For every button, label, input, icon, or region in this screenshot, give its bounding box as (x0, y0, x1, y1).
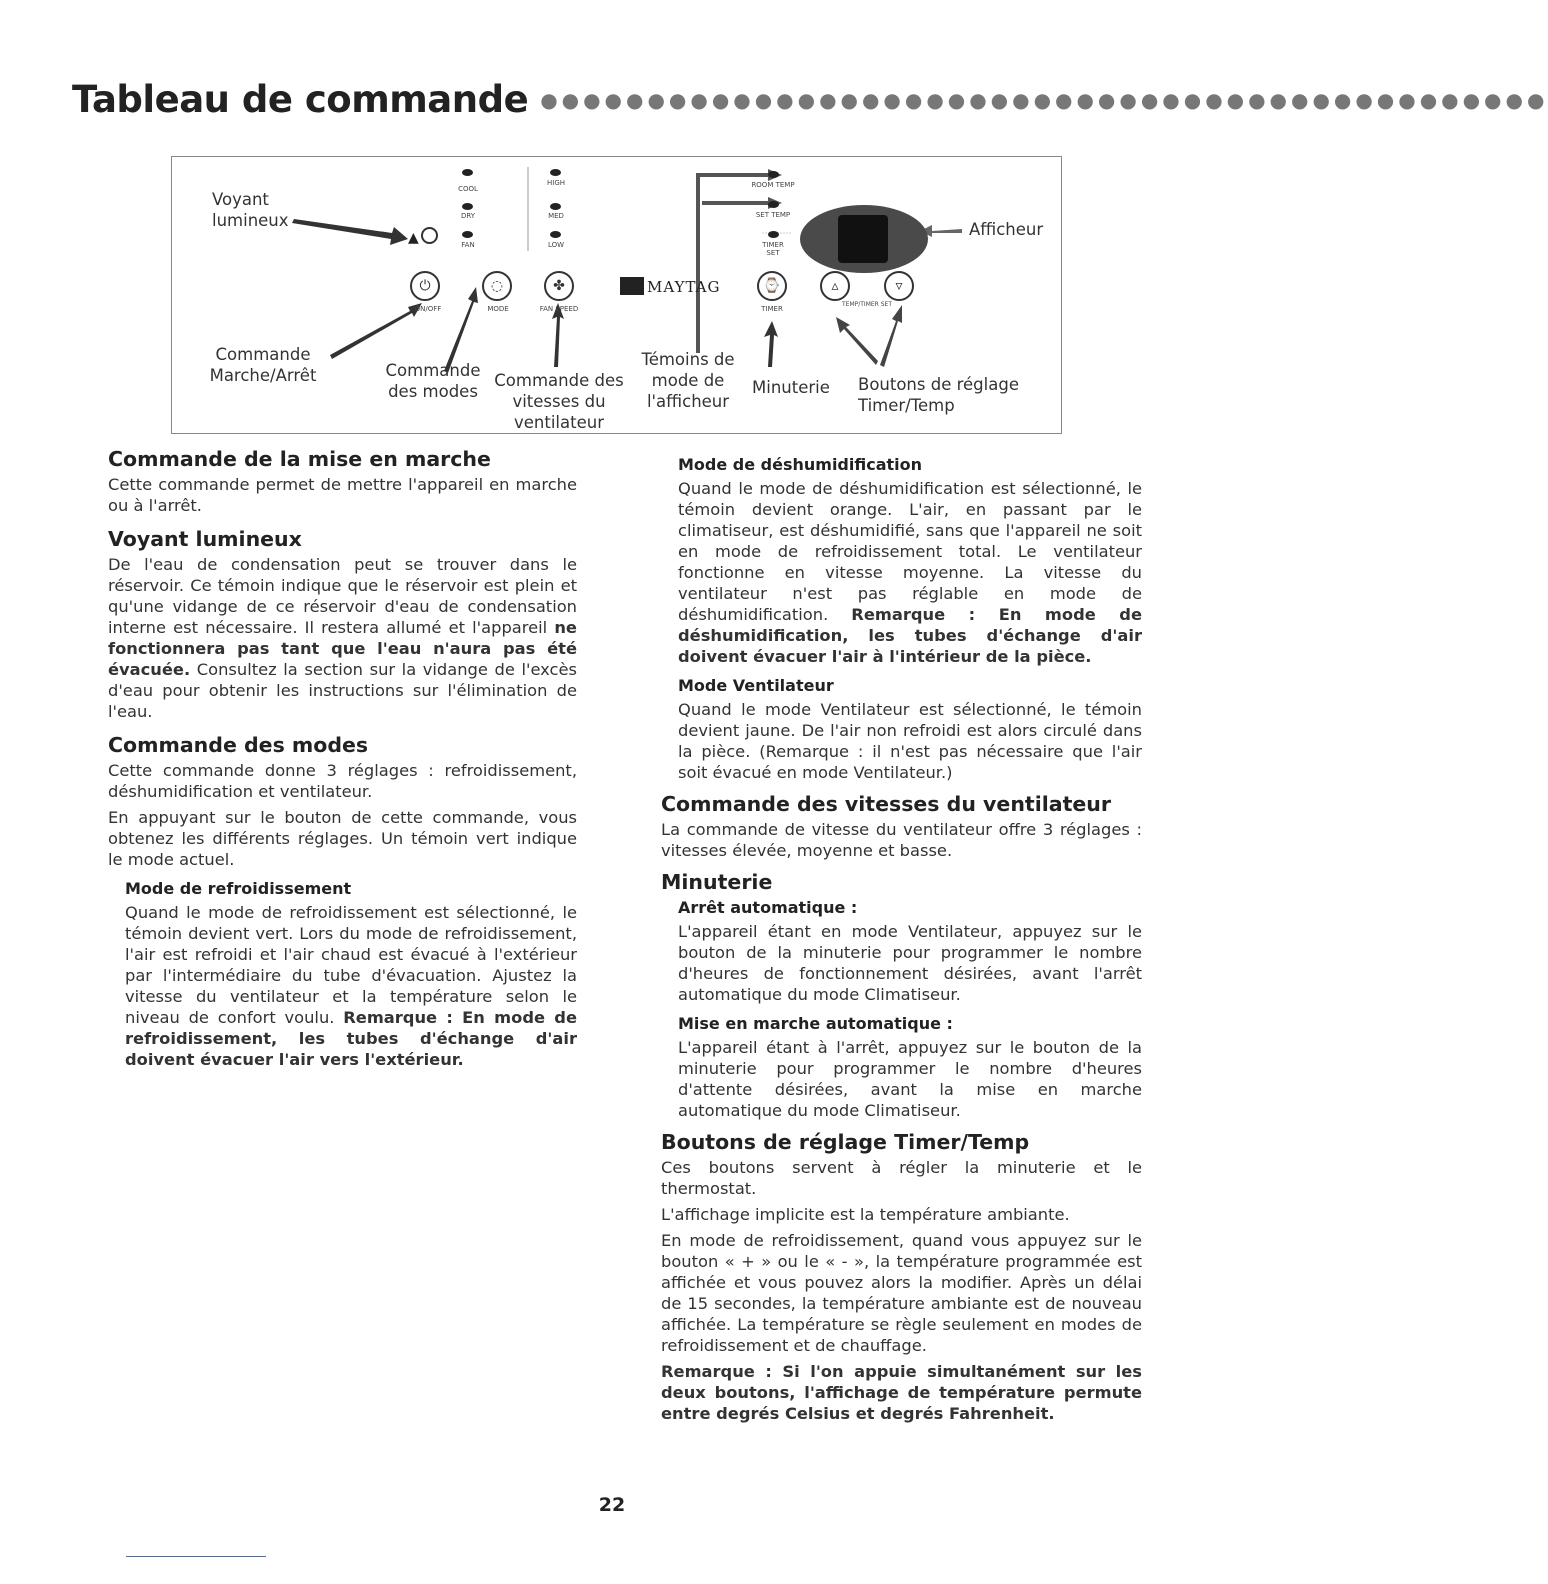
fanspeed-button-label: FAN SPEED (539, 305, 579, 313)
mode-button-label: MODE (487, 305, 509, 313)
led-room-temp (768, 171, 779, 178)
arrow-reglage-right (880, 305, 902, 367)
page-number: 22 (598, 1494, 626, 1516)
label-marche-arret: Commande Marche/Arrêt (209, 345, 317, 385)
section-text-vitesses: La commande de vitesse du ventilateur offre 3 réglages : vitesses élevée, moyenne et basse. (661, 820, 1142, 860)
subsection-text-arret-auto: L'appareil étant en mode Ventilateur, appuyez sur le bouton de la minuterie pour programmer le nombre d'heures de fonctionnement désirées, avant l'arrêt automatique du mode Climatiseur. (678, 922, 1142, 1004)
onoff-button[interactable]: ⏻ (410, 271, 440, 301)
temp-up-button[interactable]: ▵ (820, 271, 850, 301)
brand-name: MAYTAG (647, 278, 721, 296)
led-cool (462, 169, 473, 176)
subsection-title-arret-auto: Arrêt automatique : (678, 898, 858, 917)
label-modes: Commande des modes (385, 361, 481, 401)
timer-button[interactable]: ⌚ (757, 271, 787, 301)
title-dot-leader: ●●●●●●●●●●●●●●●●●●●●●●●●●●●●●●●●●●●●●●●●●●●●●●● (540, 87, 1548, 112)
section-text-mise-en-marche: Cette commande permet de mettre l'appareil en marche ou à l'arrêt. (108, 475, 577, 515)
led-label-cool: COOL (458, 185, 478, 193)
led-label-timer-set: TIMER SET (762, 241, 784, 257)
page-header (72, 78, 1548, 138)
arrow-minuterie (764, 321, 778, 367)
led-label-set-temp: SET TEMP (755, 211, 791, 219)
led-label-dry: DRY (460, 212, 476, 220)
label-temoins: Témoins de mode de l'afficheur (641, 350, 735, 411)
subsection-title-marche-auto: Mise en marche automatique : (678, 1014, 953, 1033)
subsection-text-refroidissement: Quand le mode de refroidissement est sélectionné, le témoin devient vert. Lors du mode de refroidissement, l'air est refroidi et l'air chaud est évacué à l'extérieur par l'intermédiaire du tube d'évacuation. Ajustez la vitesse du ventilateur et la température selon le niveau de confort voulu. Remarque : En mode de refroidissement, les tubes d'échange d'air doivent évacuer l'air vers l'extérieur. (125, 903, 577, 1069)
section-title-reglage: Boutons de réglage Timer/Temp (661, 1130, 1030, 1154)
section-text-modes-2: En appuyant sur le bouton de cette commande, vous obtenez les différents réglages. Un témoin vert indique le mode actuel. (108, 808, 577, 869)
led-low (550, 231, 561, 238)
label-afficheur: Afficheur (969, 220, 1044, 239)
fanspeed-button[interactable]: ✤ (544, 271, 574, 301)
footer-rule (126, 1556, 266, 1557)
label-minuterie: Minuterie (752, 378, 830, 397)
led-label-high: HIGH (546, 179, 566, 187)
arrow-reglage-left (836, 317, 878, 365)
temp-down-button[interactable]: ▿ (884, 271, 914, 301)
section-title-vitesses: Commande des vitesses du ventilateur (661, 792, 1112, 816)
subsection-text-ventilateur: Quand le mode Ventilateur est sélectionné, le témoin devient jaune. De l'air non refroidi est alors circulé dans la pièce. (Remarque : il n'est pas nécessaire que l'air soit évacué en mode Ventilateur.) (678, 700, 1142, 782)
led-set-temp (768, 201, 779, 208)
section-title-modes: Commande des modes (108, 733, 369, 757)
section-text-voyant: De l'eau de condensation peut se trouver dans le réservoir. Ce témoin indique que le réservoir est plein et qu'une vidange de ce réservoir d'eau de condensation interne est nécessaire. Il restera allumé et l'appareil ne fonctionnera pas tant que l'eau n'aura pas été évacuée. Consultez la section sur la vidange de l'excès d'eau pour obtenir les instructions sur l'élimination de l'eau. (108, 555, 577, 721)
section-title-minuterie: Minuterie (661, 870, 773, 894)
left-column (108, 446, 577, 1075)
subsection-text-marche-auto: L'appareil étant à l'arrêt, appuyez sur le bouton de la minuterie pour programmer le nombre d'heures d'attente désirées, avant la mise en marche automatique du mode Climatiseur. (678, 1038, 1142, 1120)
subsection-text-deshumidification: Quand le mode de déshumidification est sélectionné, le témoin devient orange. L'air, en passant par le climatiseur, est déshumidifié, sans que l'appareil ne soit en mode de refroidissement total. Le ventilateur fonctionne en vitesse moyenne. La vitesse du ventilateur n'est pas réglable en mode de déshumidification. Remarque : En mode de déshumidification, les tubes d'échange d'air doivent évacuer l'air à l'intérieur de la pièce. (678, 479, 1142, 666)
led-label-fan: FAN (461, 241, 475, 249)
brand-logo-mark (620, 277, 644, 295)
arrow-voyant (292, 219, 408, 245)
label-vitesses: Commande des vitesses du ventilateur (494, 371, 624, 432)
subsection-title-ventilateur: Mode Ventilateur (678, 676, 834, 695)
onoff-button-label: ON/OFF (414, 305, 442, 313)
led-med (550, 203, 561, 210)
section-text-reglage-1: Ces boutons servent à régler la minuterie et le thermostat. (661, 1158, 1142, 1198)
section-title-voyant: Voyant lumineux (108, 527, 302, 551)
control-panel-diagram (171, 156, 1062, 434)
section-text-modes-1: Cette commande donne 3 réglages : refroidissement, déshumidification et ventilateur. (108, 761, 577, 801)
timer-button-label: TIMER (761, 305, 783, 313)
subsection-title-refroidissement: Mode de refroidissement (125, 879, 352, 898)
label-reglage: Boutons de réglage Timer/Temp (858, 375, 1019, 415)
temp-timer-set-label: TEMP/TIMER SET (841, 301, 892, 308)
led-label-room-temp: ROOM TEMP (751, 181, 795, 189)
led-high (550, 169, 561, 176)
section-title-mise-en-marche: Commande de la mise en marche (108, 447, 491, 471)
brand-logo (620, 277, 721, 296)
led-label-low: LOW (547, 241, 565, 249)
mode-button[interactable]: ◌ (482, 271, 512, 301)
water-full-indicator: ▲ (408, 227, 438, 246)
led-dry (462, 203, 473, 210)
label-voyant: Voyant lumineux (212, 190, 289, 230)
led-fan (462, 231, 473, 238)
page-title: Tableau de commande (72, 78, 529, 121)
led-timer-set (768, 231, 779, 238)
section-note-reglage: Remarque : Si l'on appuie simultanément sur les deux boutons, l'affichage de température permute entre degrés Celsius et degrés Fahrenheit. (661, 1362, 1142, 1423)
led-label-med: MED (548, 212, 564, 220)
temperature-display (800, 205, 928, 273)
section-text-reglage-2: L'affichage implicite est la température ambiante. (661, 1205, 1070, 1224)
subsection-title-deshumidification: Mode de déshumidification (678, 455, 923, 474)
section-text-reglage-3: En mode de refroidissement, quand vous appuyez sur le bouton « + » ou le « - », la température programmée est affichée et vous pouvez alors la modifier. Après un délai de 15 secondes, la température ambiante est de nouveau affichée. La température se règle seulement en modes de refroidissement et de chauffage. (661, 1231, 1142, 1355)
right-column (661, 454, 1142, 1429)
